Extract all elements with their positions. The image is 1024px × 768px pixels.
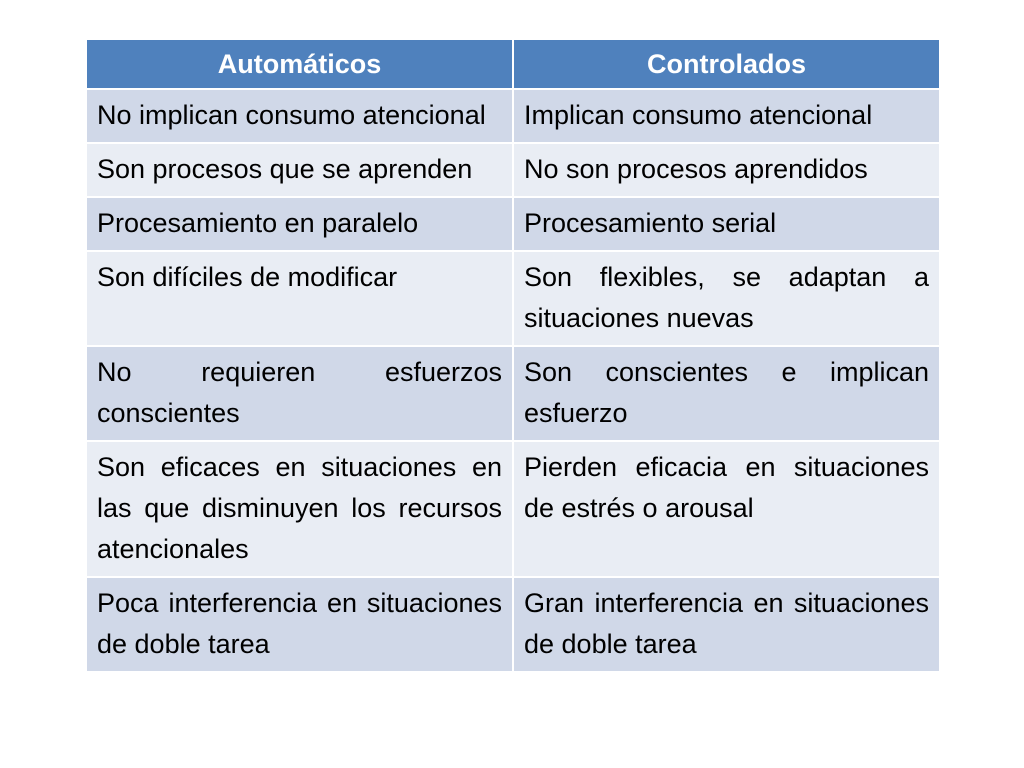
comparison-table bbox=[85, 38, 941, 673]
cell-automaticos: No implican consumo atencional bbox=[86, 89, 513, 143]
cell-controlados: Implican consumo atencional bbox=[513, 89, 940, 143]
table-row bbox=[86, 197, 940, 251]
cell-automaticos: Poca interferencia en situaciones de doble tarea bbox=[86, 577, 513, 672]
table-row bbox=[86, 346, 940, 441]
header-controlados: Controlados bbox=[513, 39, 940, 89]
cell-automaticos: Procesamiento en paralelo bbox=[86, 197, 513, 251]
cell-automaticos: Son difíciles de modificar bbox=[86, 251, 513, 346]
cell-controlados: Gran interferencia en situaciones de doble tarea bbox=[513, 577, 940, 672]
cell-automaticos: Son eficaces en situaciones en las que disminuyen los recursos atencionales bbox=[86, 441, 513, 577]
table-row bbox=[86, 441, 940, 577]
header-row bbox=[86, 39, 940, 89]
table-row bbox=[86, 251, 940, 346]
cell-automaticos: No requieren esfuerzos conscientes bbox=[86, 346, 513, 441]
cell-controlados: Pierden eficacia en situaciones de estrés o arousal bbox=[513, 441, 940, 577]
cell-controlados: Procesamiento serial bbox=[513, 197, 940, 251]
table-row bbox=[86, 143, 940, 197]
cell-controlados: Son flexibles, se adaptan a situaciones nuevas bbox=[513, 251, 940, 346]
header-automaticos: Automáticos bbox=[86, 39, 513, 89]
cell-controlados: No son procesos aprendidos bbox=[513, 143, 940, 197]
table-row bbox=[86, 89, 940, 143]
table-row bbox=[86, 577, 940, 672]
cell-controlados: Son conscientes e implican esfuerzo bbox=[513, 346, 940, 441]
cell-automaticos: Son procesos que se aprenden bbox=[86, 143, 513, 197]
